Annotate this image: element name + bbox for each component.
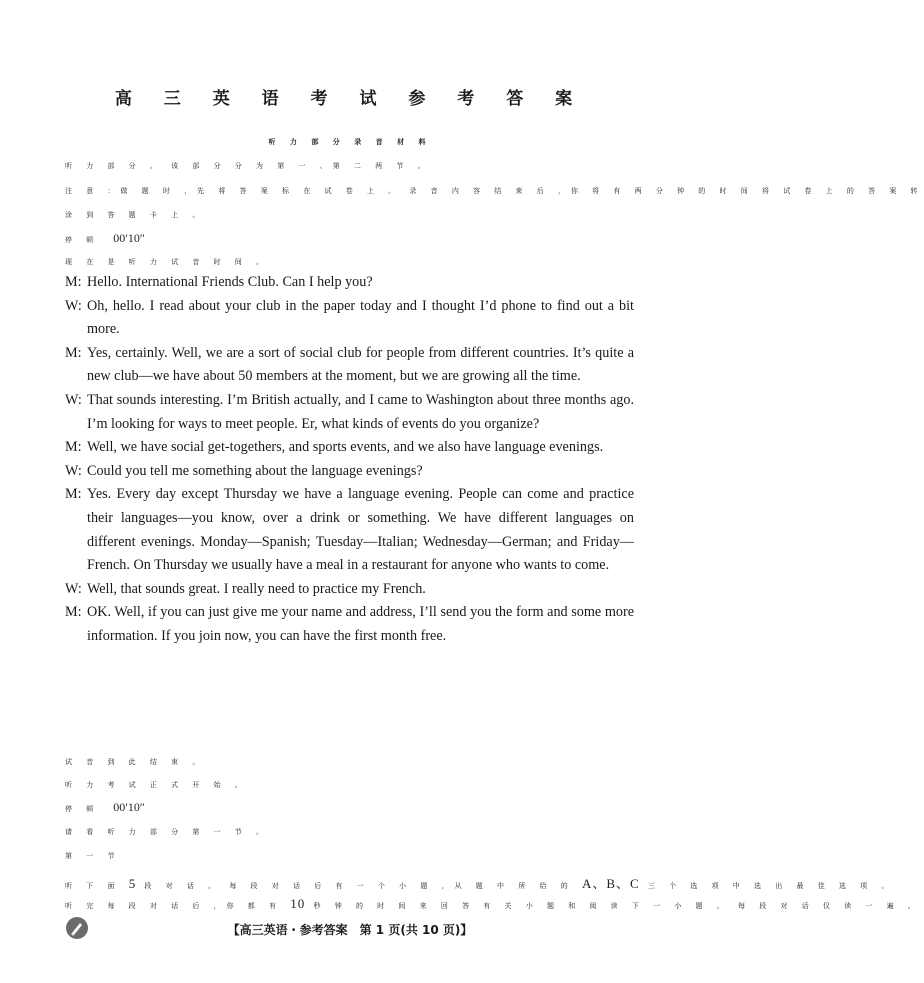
dialog-line <box>65 483 634 577</box>
section-title: 第 一 节 <box>65 852 121 860</box>
speaker: W: <box>65 391 82 408</box>
utterance: OK. Well, if you can just give me your name and address, I’ll send you the form and some more information. If you join now, you can have the first month free. <box>87 604 634 644</box>
instruction-line-2 <box>65 896 921 912</box>
speaker: W: <box>65 297 82 314</box>
utterance: Oh, hello. I read about your club in the paper today and I thought I’d phone to find out a bit more. <box>87 297 634 338</box>
instr-text: 秒 钟 的 时 间 来 回 答 有 关 小 题 和 阅 读 下 一 小 题 。 每 段 对 话 仅 读 一 遍 。 <box>313 902 921 910</box>
intro-line-3: 涂 到 答 题 卡 上 。 <box>65 211 206 219</box>
intro-line-1: 听 力 部 分 。 该 部 分 分 为 第 一 、第 二 两 节 。 <box>65 162 431 170</box>
pause-time: 00′10″ <box>113 231 145 245</box>
page-title: 高 三 英 语 考 试 参 考 答 案 <box>114 89 586 109</box>
pause-label: 停 顿 <box>65 236 100 244</box>
utterance: Well, we have social get-togethers, and sports events, and we also have language evenings. <box>87 439 604 456</box>
instr-text: 段 对 话 。 每 段 对 话 后 有 一 个 小 题 ，从 题 中 所 给 的 <box>144 882 574 890</box>
speaker: W: <box>65 580 82 597</box>
dialog-line <box>65 389 634 436</box>
utterance: Could you tell me something about the language evenings? <box>87 462 423 479</box>
dialog-line <box>65 436 634 460</box>
page-footer: 【高三英语・参考答案 第 1 页(共 10 页)】 <box>227 923 473 937</box>
intro-trial: 现 在 是 听 力 试 音 时 间 。 <box>65 258 270 266</box>
outro-end: 试 音 到 此 结 束 。 <box>65 758 206 766</box>
outro-start: 听 力 考 试 正 式 开 始 。 <box>65 781 248 789</box>
dialog-line <box>65 460 634 484</box>
pause-label: 停 顿 <box>65 805 100 813</box>
utterance: Hello. International Friends Club. Can I help you? <box>87 274 373 290</box>
instr-text: 听 下 面 <box>65 882 121 890</box>
outro-read: 请 看 听 力 部 分 第 一 节 。 <box>65 828 270 836</box>
speaker: M: <box>65 486 82 503</box>
utterance: That sounds interesting. I’m British actually, and I came to Washington about three months ago. I’m looking for ways to meet people. Er, what kinds of events do you organize? <box>87 391 634 432</box>
dialog-transcript <box>65 271 634 649</box>
speaker: M: <box>65 344 82 361</box>
utterance: Yes. Every day except Thursday we have a language evening. People can come and practice their languages—you know, over a drink or something. We have different languages on different evenings. Monday—Spanish; Tuesday—Italian; Wednesday—German; and Friday—French. On Thursday we usually have a meal in a restaurant for anyone who wants to come. <box>87 486 634 574</box>
instruction-line-1 <box>65 873 894 892</box>
dialog-line <box>65 295 634 342</box>
instr-text: 三 个 选 项 中 选 出 最 佳 选 项 。 <box>647 882 895 890</box>
utterance: Yes, certainly. Well, we are a sort of social club for people from different countries. It’s quite a new club—we have about 50 members at the moment, but we are growing all the time. <box>87 344 634 385</box>
utterance: Well, that sounds great. I really need to practice my French. <box>87 580 426 597</box>
speaker: M: <box>65 274 82 290</box>
dialog-line <box>65 578 634 602</box>
instr-options: A、B、C <box>581 876 640 891</box>
intro-line-2: 注 意 ：做 题 时 ，先 将 答 案 标 在 试 卷 上 。 录 音 内 容 结 束 后 ，你 将 有 两 分 钟 的 时 间 将 试 卷 上 的 答 案 转 <box>65 187 924 195</box>
page-subtitle: 听 力 部 分 录 音 材 料 <box>268 138 432 146</box>
dialog-line <box>65 342 634 389</box>
instr-number: 5 <box>128 876 137 891</box>
outro-pause <box>65 800 145 815</box>
speaker: M: <box>65 439 82 456</box>
dialog-line <box>65 601 634 648</box>
dialog-line <box>65 271 634 295</box>
instr-number: 10 <box>290 896 306 911</box>
intro-pause <box>65 231 145 246</box>
speaker: W: <box>65 462 82 479</box>
speaker: M: <box>65 604 82 621</box>
pause-time: 00′10″ <box>113 800 145 814</box>
instr-text: 听 完 每 段 对 话 后 ，你 都 有 <box>65 902 283 910</box>
